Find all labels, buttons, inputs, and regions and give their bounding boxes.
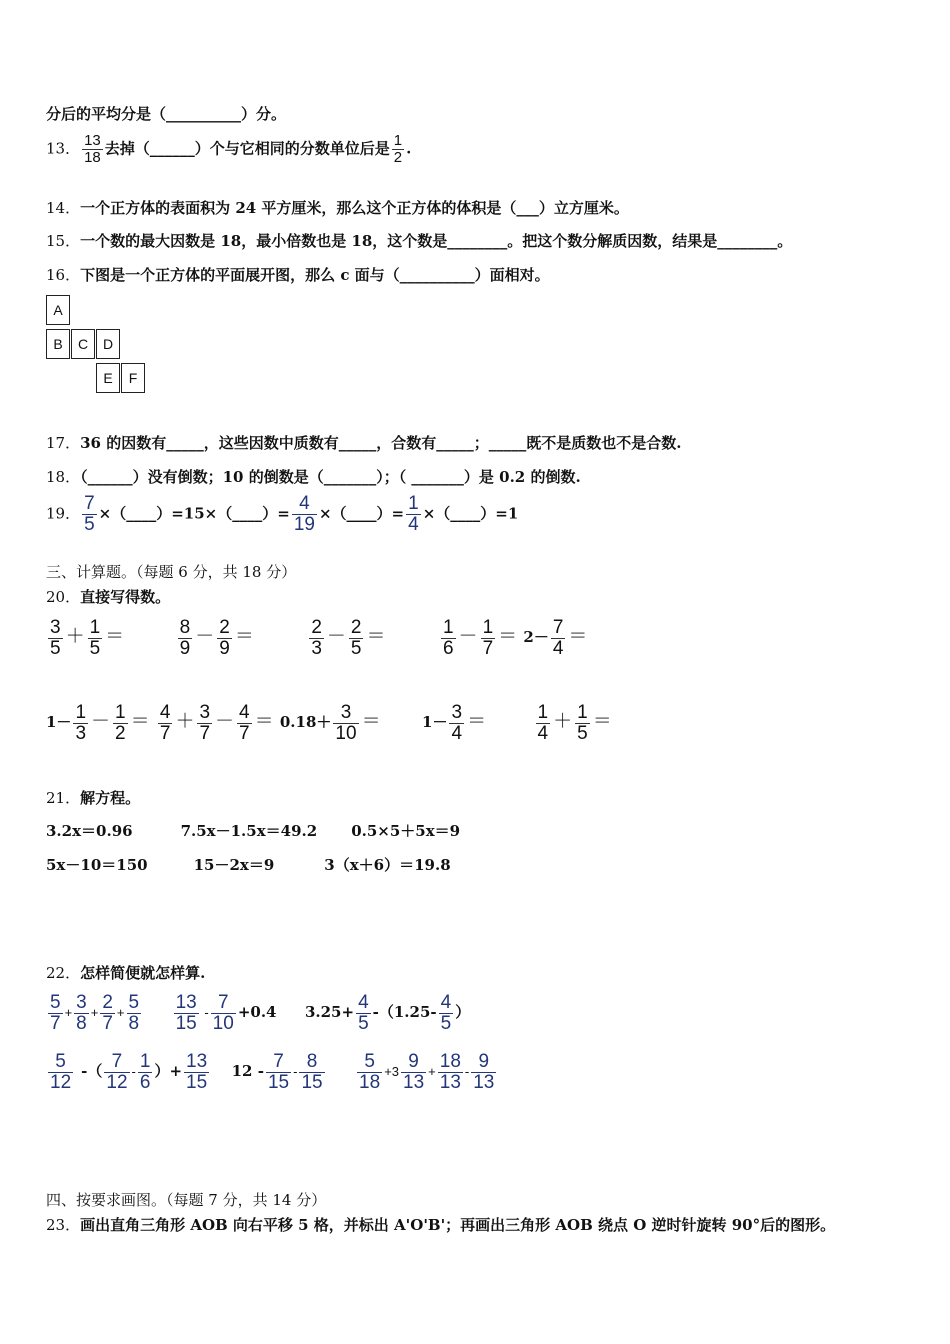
fraction xyxy=(82,494,97,535)
question-number: 17． xyxy=(46,434,81,452)
expr-20-2c: 0.18＋ $\frac{3}{10}$ ＝ xyxy=(279,702,381,744)
q21-row-2: 5x－10＝150 15－2x＝9 3（x＋6）＝19.8 xyxy=(46,856,451,874)
fraction xyxy=(197,703,212,744)
math-operator: ＝ xyxy=(105,626,125,648)
fraction xyxy=(536,703,551,744)
fraction xyxy=(356,993,371,1034)
fraction-denominator: 4 xyxy=(408,513,419,535)
fraction-denominator: 13 xyxy=(403,1071,425,1093)
math-operator: ＝ xyxy=(498,626,518,648)
fraction-numerator: 13 xyxy=(186,1051,208,1072)
fraction-numerator: 7 xyxy=(217,992,229,1013)
fraction xyxy=(100,993,115,1034)
fraction-denominator: 5 xyxy=(577,722,588,744)
fraction xyxy=(48,1052,73,1093)
math-operator: － xyxy=(326,626,346,648)
math-operator: ＝ xyxy=(361,711,381,733)
fraction-numerator: 7 xyxy=(273,1051,284,1072)
cube-face-b: B xyxy=(46,329,70,359)
fraction-denominator: 10 xyxy=(335,722,357,744)
fraction-denominator: 12 xyxy=(106,1071,128,1093)
fraction-denominator: 7 xyxy=(50,1012,61,1034)
fraction-denominator: 4 xyxy=(537,722,549,744)
question-20: 20．直接写得数。 xyxy=(46,588,171,606)
fraction xyxy=(266,1052,291,1093)
expr-22-2a: $\frac{5}{12}$ -（ $\frac{7}{12}$ - $\frac{1}{6}$ ）+ $\frac{13}{15}$ xyxy=(50,1051,208,1093)
fraction-numerator: 4 xyxy=(239,702,250,723)
fraction-numerator: 5 xyxy=(364,1051,375,1072)
fraction-numerator: 8 xyxy=(306,1051,318,1072)
fraction-denominator: 18 xyxy=(359,1071,381,1093)
expr-20-2e xyxy=(534,702,613,744)
math-operator: － xyxy=(458,626,478,648)
fraction-denominator: 15 xyxy=(175,1012,197,1034)
fraction xyxy=(88,618,103,659)
fraction xyxy=(551,618,566,659)
question-13: 13． $\frac{13}{18}$ 去掉（______）个与它相同的分数单位后是 $\frac{1}{2}$ . xyxy=(46,132,412,166)
math-operator: ＝ xyxy=(366,626,386,648)
fraction-denominator: 4 xyxy=(552,637,564,659)
fraction xyxy=(74,993,89,1034)
fraction xyxy=(575,703,590,744)
fraction-denominator: 4 xyxy=(451,722,463,744)
fraction-numerator: 2 xyxy=(311,617,322,638)
question-number: 22． xyxy=(46,964,81,982)
cube-net-diagram xyxy=(46,295,156,395)
fraction xyxy=(174,993,199,1034)
fraction-numerator: 1 xyxy=(393,132,403,149)
question-number: 16． xyxy=(46,266,81,284)
expr-22-1b: $\frac{13}{15}$ - $\frac{7}{10}$ +0.4 xyxy=(175,992,277,1034)
q12-continuation: 分后的平均分是（__________）分。 xyxy=(46,105,287,123)
fraction-numerator: 13 xyxy=(175,992,197,1013)
cube-face-c: C xyxy=(71,329,95,359)
fraction-denominator: 5 xyxy=(440,1012,452,1034)
fraction-numerator: 1 xyxy=(75,702,87,723)
cube-face-a: A xyxy=(46,295,70,325)
q21-row-1: 3.2x＝0.96 7.5x－1.5x＝49.2 0.5×5＋5x＝9 xyxy=(46,822,461,840)
fraction-numerator: 2 xyxy=(350,617,362,638)
fraction-numerator: 2 xyxy=(219,617,230,638)
question-number: 15． xyxy=(46,232,81,250)
fraction-numerator: 4 xyxy=(440,992,452,1013)
fraction xyxy=(178,618,193,659)
math-operator: ＝ xyxy=(130,711,150,733)
math-operator: － xyxy=(91,711,111,733)
fraction xyxy=(138,1052,153,1093)
cube-face-e: E xyxy=(96,363,120,393)
fraction xyxy=(439,993,454,1034)
expr-20-2a: 1－ $\frac{1}{3}$ － $\frac{1}{2}$ ＝ xyxy=(46,702,150,744)
fraction-denominator: 7 xyxy=(239,722,250,744)
question-17: 17．36 的因数有_____，这些因数中质数有_____，合数有_____；_____既不是质数也不是合数. xyxy=(46,434,682,452)
fraction-numerator: 9 xyxy=(478,1051,490,1072)
question-16: 16．下图是一个正方体的平面展开图，那么 c 面与（__________）面相对。 xyxy=(46,266,550,284)
fraction xyxy=(104,1052,129,1093)
fraction-numerator: 3 xyxy=(199,702,211,723)
section-3-heading: 三、计算题。（每题 6 分，共 18 分） xyxy=(46,563,297,581)
fraction-numerator: 1 xyxy=(139,1051,151,1072)
math-operator: ＝ xyxy=(254,711,274,733)
math-operator: ＋ xyxy=(553,711,573,733)
fraction-numerator: 3 xyxy=(50,617,61,638)
fraction-numerator: 5 xyxy=(50,992,61,1013)
fraction-denominator: 15 xyxy=(186,1071,208,1093)
expr-20-1e: 2－ $\frac{7}{4}$ ＝ xyxy=(523,617,588,659)
fraction xyxy=(184,1052,209,1093)
fraction-numerator: 1 xyxy=(537,702,549,723)
question-15: 15．一个数的最大因数是 18，最小倍数也是 18，这个数是________。把这个数分解质因数，结果是________。 xyxy=(46,232,793,250)
fraction-numerator: 13 xyxy=(84,132,101,149)
cube-face-f: F xyxy=(121,363,145,393)
fraction xyxy=(349,618,364,659)
fraction-denominator: 2 xyxy=(393,148,403,166)
expr-22-1a: $\frac{5}{7}$ + $\frac{3}{8}$ + $\frac{2}{7}$ + $\frac{5}{8}$ xyxy=(50,992,140,1034)
question-number: 23． xyxy=(46,1216,81,1234)
fraction xyxy=(392,133,404,166)
fraction xyxy=(158,703,173,744)
question-14: 14．一个正方体的表面积为 24 平方厘米，那么这个正方体的体积是（___）立方厘米。 xyxy=(46,199,629,217)
fraction-numerator: 4 xyxy=(358,992,369,1013)
fraction-numerator: 3 xyxy=(340,702,352,723)
expr-22-2b: 12 - $\frac{7}{15}$ - $\frac{8}{15}$ xyxy=(231,1051,323,1093)
fraction-numerator: 3 xyxy=(76,992,87,1013)
math-operator: ＝ xyxy=(568,626,588,648)
fraction-numerator: 18 xyxy=(439,1051,461,1072)
fraction-numerator: 7 xyxy=(552,617,564,638)
fraction-denominator: 15 xyxy=(267,1071,290,1093)
fraction-numerator: 9 xyxy=(408,1051,419,1072)
math-operator: － xyxy=(215,711,235,733)
expr-20-2d: 1－ $\frac{3}{4}$ ＝ xyxy=(422,702,487,744)
math-operator: ＋ xyxy=(175,711,195,733)
fraction-denominator: 5 xyxy=(350,637,362,659)
expr-20-1d xyxy=(439,617,518,659)
fraction-denominator: 6 xyxy=(442,637,454,659)
fraction-numerator: 5 xyxy=(55,1051,66,1072)
fraction-denominator: 9 xyxy=(219,637,230,659)
question-number: 19． xyxy=(46,504,81,523)
fraction xyxy=(401,1052,426,1093)
math-operator: － xyxy=(195,626,215,648)
fraction xyxy=(113,703,128,744)
expr-20-2b xyxy=(156,702,275,744)
fraction xyxy=(292,494,317,535)
question-18: 18．（______）没有倒数；10 的倒数是（_______）；（ _______）是 0.2 的倒数. xyxy=(46,468,581,486)
fraction-numerator: 4 xyxy=(299,493,310,514)
fraction-denominator: 5 xyxy=(358,1012,369,1034)
q22-row-2 xyxy=(46,1052,498,1093)
fraction-denominator: 2 xyxy=(115,722,126,744)
fraction xyxy=(73,703,88,744)
fraction-denominator: 3 xyxy=(75,722,87,744)
fraction-denominator: 6 xyxy=(139,1071,151,1093)
expr-22-1c: 3.25+ $\frac{4}{5}$ -（1.25- $\frac{4}{5}$ ） xyxy=(304,992,471,1034)
fraction-numerator: 1 xyxy=(482,617,494,638)
q22-row-1 xyxy=(46,993,470,1034)
expr-20-1b xyxy=(176,617,255,659)
fraction-denominator: 7 xyxy=(482,637,494,659)
fraction-numerator: 8 xyxy=(179,617,191,638)
fraction-denominator: 13 xyxy=(439,1071,461,1093)
question-number: 18． xyxy=(46,468,81,486)
fraction-numerator: 1 xyxy=(115,702,126,723)
fraction-denominator: 5 xyxy=(84,513,95,535)
fraction xyxy=(237,703,252,744)
fraction-denominator: 3 xyxy=(311,637,322,659)
fraction-denominator: 18 xyxy=(84,148,101,166)
fraction xyxy=(357,1052,382,1093)
fraction-numerator: 1 xyxy=(408,493,419,514)
question-19: 19． $\frac{7}{5}$ ×（____）=15×（____）= $\frac{4}{19}$ ×（____）= $\frac{1}{4}$ ×（____）=1 xyxy=(46,493,519,535)
section-4-heading: 四、按要求画图。（每题 7 分，共 14 分） xyxy=(46,1191,327,1209)
fraction-numerator: 1 xyxy=(89,617,101,638)
fraction-denominator: 19 xyxy=(293,513,315,535)
fraction-numerator: 4 xyxy=(159,702,171,723)
fraction-denominator: 13 xyxy=(473,1071,495,1093)
fraction xyxy=(48,618,63,659)
question-number: 20． xyxy=(46,588,81,606)
math-operator: ＝ xyxy=(467,711,487,733)
fraction xyxy=(48,993,63,1034)
fraction-numerator: 1 xyxy=(577,702,588,723)
fraction xyxy=(449,703,464,744)
fraction-numerator: 1 xyxy=(442,617,454,638)
fraction-denominator: 8 xyxy=(128,1012,140,1034)
fraction xyxy=(333,703,358,744)
math-operator: ＝ xyxy=(592,711,612,733)
fraction xyxy=(471,1052,496,1093)
fraction-numerator: 2 xyxy=(102,992,113,1013)
math-operator: ＋ xyxy=(65,626,85,648)
cube-face-d: D xyxy=(96,329,120,359)
question-number: 21． xyxy=(46,789,81,807)
expr-22-2c: $\frac{5}{18}$ +3 $\frac{9}{13}$ + $\frac{18}{13}$ - $\frac{9}{13}$ xyxy=(359,1051,495,1093)
fraction-denominator: 9 xyxy=(179,637,191,659)
expr-20-1a xyxy=(46,617,125,659)
fraction-denominator: 12 xyxy=(50,1071,72,1093)
fraction xyxy=(438,1052,463,1093)
fraction-denominator: 8 xyxy=(76,1012,87,1034)
fraction xyxy=(441,618,456,659)
fraction xyxy=(406,494,421,535)
question-21: 21．解方程。 xyxy=(46,789,141,807)
fraction-numerator: 7 xyxy=(84,493,95,514)
fraction xyxy=(309,618,324,659)
fraction xyxy=(481,618,496,659)
fraction-denominator: 7 xyxy=(199,722,211,744)
fraction xyxy=(127,993,142,1034)
fraction xyxy=(299,1052,324,1093)
q20-row-1 xyxy=(46,618,588,659)
question-number: 13． xyxy=(46,139,81,158)
fraction-denominator: 15 xyxy=(301,1071,323,1093)
fraction-numerator: 5 xyxy=(128,992,140,1013)
question-23: 23．画出直角三角形 AOB 向右平移 5 格，并标出 A'O'B'；再画出三角形 AOB 绕点 O 逆时针旋转 90°后的图形。 xyxy=(46,1216,836,1234)
fraction-denominator: 10 xyxy=(212,1012,234,1034)
question-22: 22．怎样简便就怎样算. xyxy=(46,964,206,982)
fraction-denominator: 7 xyxy=(102,1012,113,1034)
expr-20-1c xyxy=(307,617,386,659)
fraction-denominator: 7 xyxy=(159,722,171,744)
math-operator: ＝ xyxy=(234,626,254,648)
fraction-denominator: 5 xyxy=(50,637,61,659)
question-number: 14． xyxy=(46,199,81,217)
q20-row-2 xyxy=(46,703,613,744)
fraction-numerator: 3 xyxy=(451,702,463,723)
fraction xyxy=(217,618,232,659)
fraction-numerator: 7 xyxy=(111,1051,123,1072)
fraction-denominator: 5 xyxy=(89,637,101,659)
fraction xyxy=(82,133,103,166)
fraction xyxy=(211,993,236,1034)
